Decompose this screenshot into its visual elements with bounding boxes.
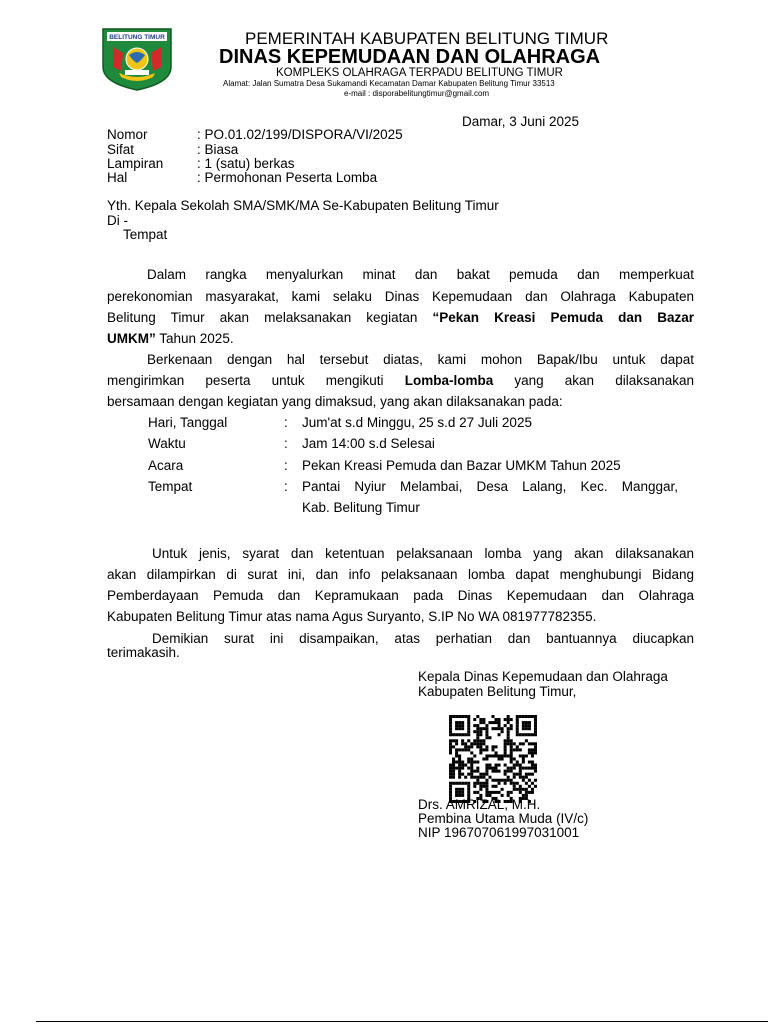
signer-name: Drs. AMRIZAL, M.H. (418, 797, 541, 812)
meta-subject-label: Hal (107, 170, 128, 185)
meta-nature-value: : Biasa (197, 142, 239, 157)
letterhead-office: DINAS KEPEMUDAAN DAN OLAHRAGA (219, 46, 601, 68)
meta-number-label: Nomor (107, 127, 148, 142)
letterhead-complex: KOMPLEKS OLAHRAGA TERPADU BELITUNG TIMUR (276, 67, 563, 79)
event-name-bold: “Pekan Kreasi Pemuda dan Bazar (432, 310, 695, 325)
detail-place-colon: : (284, 479, 288, 494)
detail-time-colon: : (284, 436, 288, 451)
detail-event-colon: : (284, 458, 288, 473)
paragraph-4-line-2: terimakasih. (107, 645, 180, 660)
paragraph-3-line-4: Kabupaten Belitung Timur atas nama Agus Suryanto, S.IP No WA 081977782355. (107, 609, 597, 624)
detail-place-value-2: Kab. Belitung Timur (302, 500, 420, 515)
paragraph-2-line-1: Berkenaan dengan hal tersebut diatas, kami mohon Bapak/Ibu untuk dapat (147, 352, 694, 367)
paragraph-4-line-1: Demikian surat ini disampaikan, atas perhatian dan bantuannya diucapkan (152, 631, 694, 646)
paragraph-1-line-2: perekonomian masyarakat, kami selaku Dinas Kepemudaan dan Olahraga Kabupaten (107, 289, 694, 304)
letterhead-email: e-mail : disporabelitungtimur@gmail.com (344, 89, 490, 98)
page-bottom-rule (36, 1021, 768, 1022)
qr-code-signature (449, 715, 537, 803)
competition-bold: Lomba-lomba (404, 373, 494, 388)
paragraph-1-line-1: Dalam rangka menyalurkan minat dan bakat pemuda dan memperkuat (147, 267, 694, 282)
letterhead-address: Alamat: Jalan Sumatra Desa Sukamandi Kecamatan Damar Kabupaten Belitung Timur 33513 (223, 79, 555, 88)
meta-attachment-value: : 1 (satu) berkas (197, 156, 295, 171)
detail-date-colon: : (284, 415, 288, 430)
detail-time-label: Waktu (148, 436, 186, 451)
detail-time-value: Jam 14:00 s.d Selesai (302, 436, 435, 451)
paragraph-2-text-a: mengirimkan peserta untuk mengikuti (107, 373, 405, 388)
recipient-line: Yth. Kepala Sekolah SMA/SMK/MA Se-Kabupaten Belitung Timur (107, 198, 499, 213)
regency-logo (99, 27, 175, 91)
signature-title-2: Kabupaten Belitung Timur, (418, 684, 577, 699)
detail-event-label: Acara (148, 458, 184, 473)
detail-place-label: Tempat (148, 479, 193, 494)
paragraph-1-text: Belitung Timur akan melaksanakan kegiatan (107, 310, 433, 325)
signer-nip: NIP 196707061997031001 (418, 825, 580, 840)
meta-attachment-label: Lampiran (107, 156, 164, 171)
paragraph-1-line-4 (107, 328, 234, 349)
recipient-di: Di - (107, 213, 128, 228)
paragraph-3-line-1: Untuk jenis, syarat dan ketentuan pelaksanaan lomba yang akan dilaksanakan (152, 546, 694, 561)
meta-nature-label: Sifat (107, 142, 135, 157)
detail-event-value: Pekan Kreasi Pemuda dan Bazar UMKM Tahun 2025 (302, 458, 621, 473)
recipient-place: Tempat (123, 227, 168, 242)
letter-date: Damar, 3 Juni 2025 (462, 114, 580, 129)
detail-date-label: Hari, Tanggal (148, 415, 228, 430)
paragraph-1-line-3 (107, 307, 694, 328)
detail-date-value: Jum'at s.d Minggu, 25 s.d 27 Juli 2025 (302, 415, 532, 430)
paragraph-3-line-2: akan dilampirkan di surat ini, dan info pelaksanaan lomba dapat menghubungi Bidang (107, 567, 694, 582)
paragraph-2-line-3: bersamaan dengan kegiatan yang dimaksud, yang akan dilaksanakan pada: (107, 394, 563, 409)
paragraph-2-text-c: yang akan dilaksanakan (493, 373, 695, 388)
event-name-bold-end: UMKM” (107, 331, 156, 346)
svg-text:BELITUNG TIMUR: BELITUNG TIMUR (109, 34, 165, 41)
meta-number-value: : PO.01.02/199/DISPORA/VI/2025 (197, 127, 403, 142)
signer-rank: Pembina Utama Muda (IV/c) (418, 811, 589, 826)
paragraph-1-year: Tahun 2025. (155, 331, 234, 346)
detail-place-value: Pantai Nyiur Melambai, Desa Lalang, Kec. Manggar, (302, 479, 678, 494)
paragraph-3-line-3: Pemberdayaan Pemuda dan Kepramukaan pada Dinas Kepemudaan dan Olahraga (107, 588, 694, 603)
meta-subject-value: : Permohonan Peserta Lomba (197, 170, 378, 185)
paragraph-2-line-2 (107, 370, 694, 391)
signature-title-1: Kepala Dinas Kepemudaan dan Olahraga (418, 669, 668, 684)
letterhead-government: PEMERINTAH KABUPATEN BELITUNG TIMUR (245, 29, 609, 48)
